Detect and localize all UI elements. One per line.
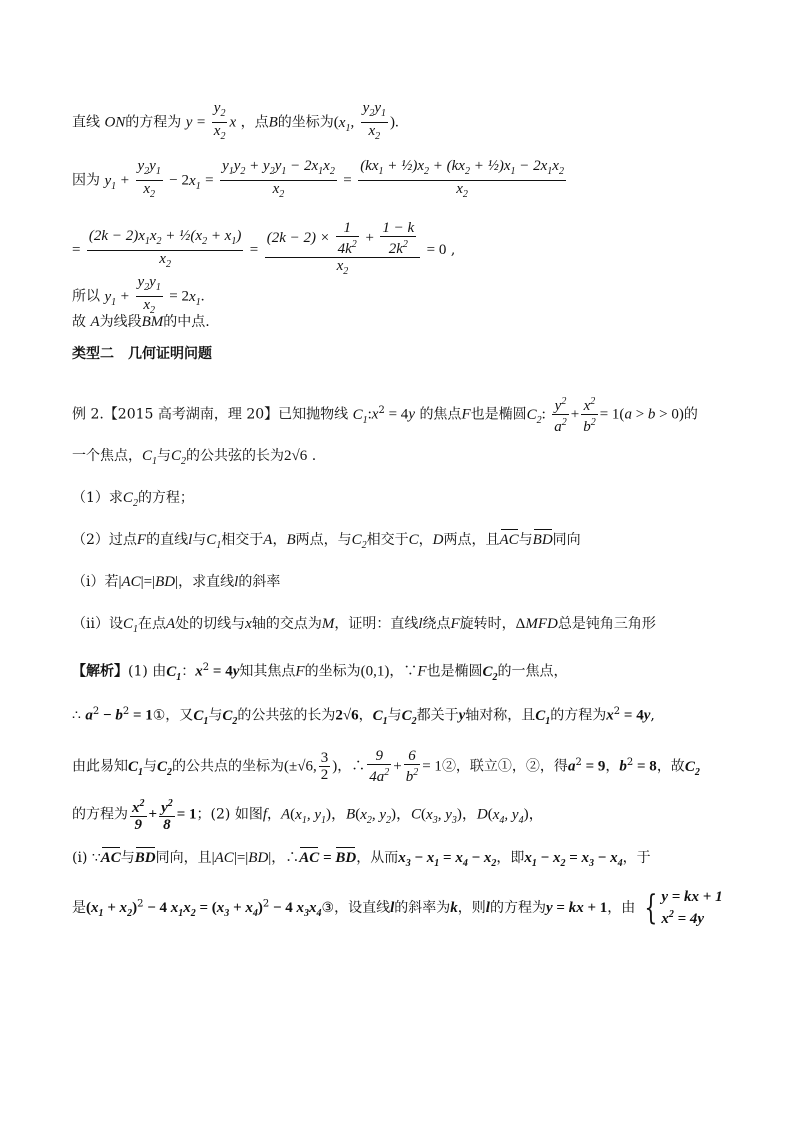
question-2: （2）过点F的直线l与$C_1$相交于A，B两点，与$C_2$相交于C，D两点，且AC与BD同向 — [72, 532, 581, 551]
text: 所以 — [72, 288, 100, 305]
question-2-ii: （ⅱ）设$C_1$在点A处的切线与x轴的交点为M，证明：直线l绕点F旋转时，ΔMFD总是钝角三角形 — [72, 616, 656, 635]
solution-line-5: (i) ∵AC与BD同向，且|AC|=|BD|，∴AC = BD，从而$x_3 - x_1 = x_4 - x_2$，即$x_1 - x_2 = x_3 - x_4$，于 — [72, 850, 651, 869]
text: 总是钝角三角形 — [557, 616, 656, 632]
text: 直线 — [72, 114, 100, 131]
text: 的方程为 — [550, 707, 607, 724]
solution-line-2: ∴ $a^2 - b^2$ = 1①，又$C_1$与$C_2$的公共弦的长为2√6，$C_1$与$C_2$都关于y轴对称，且$C_1$的方程为$x^2 = 4y$, — [72, 706, 655, 727]
text: 与 — [157, 448, 172, 464]
heading-text: 类型二 几何证明问题 — [72, 346, 212, 362]
text: 都关于 — [416, 707, 459, 724]
solution-line-6: 是$(x_1 + x_2)^2 - 4$ $x_1x_2 = (x_3 + x_4)^2 - 4$ $x_3x_4③$，设直线l的斜率为k，则l的方程为y = kx + 1，由 { y = kx + 1 $x^2 = 4y$ — [72, 888, 723, 928]
text: ， — [272, 532, 287, 548]
example-line-1: 例 2.【2015 高考湖南，理 20】已知抛物线 $C_1:x^2 = 4y$ 的焦点F也是椭圆$C_2$: $\frac{y^2}{a^2}$ + $\frac{x^2}{b^2}$ = 1(a > b > 0)的 — [72, 396, 698, 435]
text-line-3: = $\frac{(2k - 2)x_1x_2 + \frac{1}{2}(x_2 + x_1)}{x_2}$ = (2k − 2) × $\frac{1}{4k^2}$ + $\frac{1 - k}{2k^2}$ $x_2$ = 0 , — [72, 220, 456, 277]
text: 绕点 — [422, 616, 451, 632]
text: ∴ — [72, 707, 81, 724]
text: ②，联立①，②，得 — [441, 758, 568, 775]
text: 轴对称，且 — [465, 707, 536, 724]
section-heading — [72, 344, 212, 364]
text: ，求直线 — [178, 574, 235, 590]
text: 相交于 — [366, 532, 409, 548]
equation-system: { y = kx + 1 $x^2 = 4y$ — [644, 888, 723, 928]
text: ，点 — [240, 114, 269, 131]
text: 轴的交点为 — [251, 616, 322, 632]
text: ，∵ — [389, 663, 418, 680]
text: 的公共弦的长为 — [237, 707, 336, 724]
text: 的斜率为 — [394, 900, 451, 916]
text: （ⅰ）若 — [72, 574, 119, 590]
text: 的焦点 — [419, 406, 462, 423]
text: 与 — [208, 707, 223, 724]
text: ，于 — [622, 850, 651, 866]
solution-line-3: 由此易知$C_1$与$C_2$的公共点的坐标为(±√6, $\frac{3}{2}$ )，∴ $\frac{9}{4a^2}$ + $\frac{6}{b^2}$ = 1②，联立①，②，得$a^2 = 9$，$b^2 = 8$，故$C_2$ — [72, 748, 700, 785]
text: （2）过点 — [72, 532, 137, 548]
question-1: （1）求$C_2$的方程； — [72, 490, 194, 509]
text: 的方程为 — [489, 900, 546, 916]
text: 故 — [72, 314, 86, 330]
text: 的 — [683, 406, 698, 423]
text-line-1: 直线 ON的方程为 y = $\frac{y_2}{x_2}$ x ，点B的坐标为($x_1$, $\frac{y_2y_1}{x_2}$ ). — [72, 100, 399, 142]
text: ③，设直线 — [321, 900, 391, 916]
text: 旋转时， — [459, 616, 516, 632]
text: 的方程； — [137, 490, 194, 506]
text: ， — [418, 532, 433, 548]
text: 相交于 — [221, 532, 264, 548]
text: ，从而 — [356, 850, 399, 866]
text: (i) ∵ — [72, 850, 101, 866]
text: 两点，与 — [295, 532, 352, 548]
text: 的坐标为 — [277, 114, 334, 131]
text: 与 — [120, 850, 135, 866]
text-line-2: 因为 $y_1$ + $\frac{y_2y_1}{x_2}$ − $2x_1$ = $\frac{y_1y_2 + y_2y_1 - 2x_1x_2}{x_2}$ = $\frac{(kx_1 + \frac{1}{2})x_2 + (kx_2 + \frac{1}{2})x_1 - 2x_1x_2}{x_2}$ — [72, 158, 564, 200]
text-line-5: 故 A为线段BM的中点. — [72, 314, 210, 330]
text: ，故 — [656, 758, 685, 775]
solution-line-1: 【解析】(1) 由$C_1$：$x^2 = 4y$知其焦点F的坐标为(0,1)，∵F也是椭圆$C_2$的一焦点， — [72, 662, 568, 683]
text: 知其焦点 — [239, 663, 296, 680]
text: 与 — [387, 707, 402, 724]
text: ， — [267, 806, 281, 823]
question-2-i: （ⅰ）若|AC|=|BD|，求直线l的斜率 — [72, 574, 281, 590]
text: 与 — [143, 758, 158, 775]
text-line-4: 所以 $y_1$ + $\frac{y_2y_1}{x_2}$ = $2x_1$. — [72, 274, 205, 316]
text: ，∴ — [337, 758, 366, 775]
text: 是 — [72, 900, 86, 916]
text: 的公共弦的长为 — [186, 448, 285, 464]
text: ， — [605, 758, 620, 775]
text: 的方程为 — [72, 806, 128, 823]
text: 与 — [518, 532, 533, 548]
text: 的坐标为 — [304, 663, 361, 680]
text: 由此易知 — [72, 758, 128, 775]
text: ， — [358, 707, 373, 724]
solution-tag: 【解析】 — [72, 663, 128, 680]
text: 在点 — [137, 616, 166, 632]
text: 也是椭圆 — [470, 406, 527, 423]
text: 因为 — [72, 172, 100, 189]
text: 的斜率 — [238, 574, 281, 590]
text: 也是椭圆 — [426, 663, 483, 680]
text: 同向，且 — [155, 850, 212, 866]
example-line-2: 一个焦点，$C_1$与$C_2$的公共弦的长为2√6 . — [72, 448, 317, 467]
text: （1）求 — [72, 490, 123, 506]
text: ，证明：直线 — [334, 616, 419, 632]
text: ，由 — [607, 900, 636, 916]
text: 为线段 — [99, 314, 142, 330]
text: 例 2.【2015 高考湖南，理 20】已知抛物线 — [72, 406, 349, 423]
text: 的公共点的坐标为 — [172, 758, 285, 775]
text: 一个焦点， — [72, 448, 142, 464]
text: ；(2) 如图 — [196, 806, 263, 823]
text: 同向 — [552, 532, 581, 548]
text: （ⅱ）设 — [72, 616, 123, 632]
text: (1) 由 — [128, 663, 167, 680]
solution-line-4: 的方程为 $\frac{x^2}{9}$ + $\frac{y^2}{8}$ = 1；(2) 如图f，$A(x_1$, $y_1$)，$B(x_2$, $y_2$)，$C(x_3$, $y_3$)，$D(x_4$, $y_4$)， — [72, 798, 544, 833]
text: 的中点. — [163, 314, 210, 330]
text: ，即 — [496, 850, 525, 866]
text: ①，又 — [152, 707, 194, 724]
text: 与 — [192, 532, 207, 548]
text: 两点，且 — [443, 532, 500, 548]
text: 的直线 — [146, 532, 189, 548]
text: ，∴ — [271, 850, 300, 866]
text: 处的切线与 — [175, 616, 246, 632]
text: 的方程为 — [125, 114, 182, 131]
text: 的一焦点， — [497, 663, 568, 680]
text: ，则 — [457, 900, 486, 916]
